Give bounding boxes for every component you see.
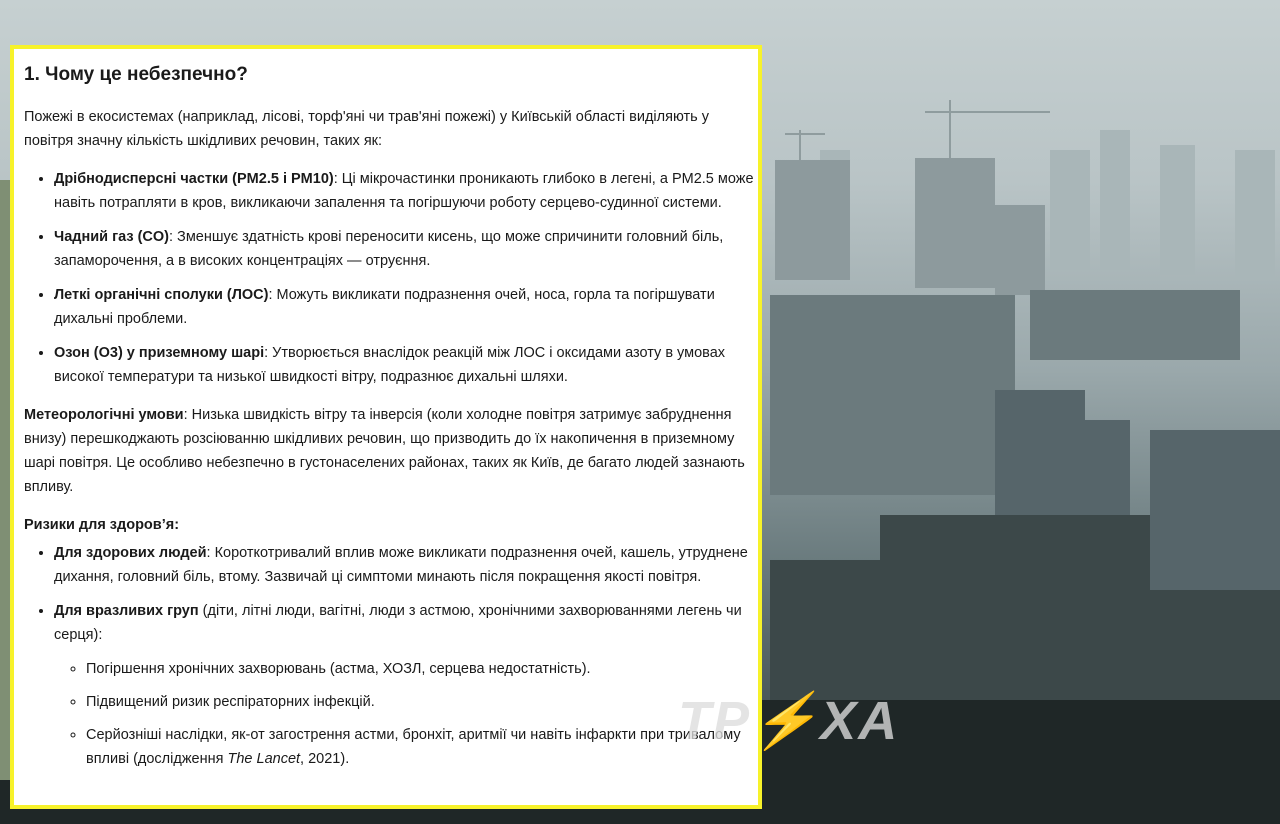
- description: : Утворюється внаслідок реакцій між ЛОС і оксидами азоту в умовах високої температури та низької швидкості вітру, подразнює дихальні шляхи.: [54, 345, 726, 385]
- source-title: The Lancet: [227, 751, 301, 767]
- vulnerable-sublist: [54, 657, 754, 771]
- description: : Можуть викликати подразнення очей, носа, горла та погіршувати дихальні проблеми.: [54, 287, 715, 327]
- term: Леткі органічні сполуки (ЛОС): [54, 287, 269, 303]
- description: (діти, літні люди, вагітні, люди з астмою, хронічними захворюваннями легень чи серця):: [54, 603, 742, 643]
- pollutants-list: [24, 167, 758, 389]
- list-item: [54, 225, 754, 273]
- card-title: 1. Чому це небезпечно?: [24, 64, 248, 85]
- term: Чадний газ (CO): [54, 229, 169, 245]
- risks-list: [24, 541, 758, 771]
- description: : Ці мікрочастинки проникають глибоко в легені, а PM2.5 може навіть потрапляти в кров, викликаючи запалення та погіршуючи роботу серцево-судинної системи.: [54, 171, 754, 211]
- watermark-logo: ТР⚡ХА: [678, 691, 900, 751]
- term: Метеорологічні умови: [24, 407, 184, 423]
- term: Дрібнодисперсні частки (PM2.5 і PM10): [54, 171, 334, 187]
- sublist-item: ◦ Погіршення хронічних захворювань (астма, ХОЗЛ, серцева недостатність).: [86, 657, 754, 681]
- sublist-item: ◦ Підвищений ризик респіраторних інфекцій.: [86, 690, 754, 714]
- list-item: [54, 167, 754, 215]
- list-item: [54, 283, 754, 331]
- list-item: [54, 541, 754, 589]
- meteo-paragraph: [24, 403, 756, 499]
- sublist-item: ◦ Серйозніші наслідки, як-от загострення астми, бронхіт, аритмії чи навіть інфаркти при тривалому впливі (дослідження The Lancet, 2021).: [86, 723, 754, 771]
- description: : Низька швидкість вітру та інверсія (коли холодне повітря затримує забруднення внизу) перешкоджають розсіюванню шкідливих речовин, що призводить до їх накопичення в приземному шарі повітря. Це особливо небезпечно в густонаселених районах, таких як Київ, де багато людей зазнають впливу.: [24, 407, 745, 495]
- lightning-icon: ⚡: [751, 691, 821, 751]
- risks-heading: Ризики для здоров’я:: [24, 517, 180, 533]
- term: Для здорових людей: [54, 545, 207, 561]
- term: Озон (O3) у приземному шарі: [54, 345, 265, 361]
- list-item: [54, 341, 754, 389]
- description: : Короткотривалий вплив може викликати подразнення очей, кашель, утруднене дихання, головний біль, втому. Зазвичай ці симптоми минають після покращення якості повітря.: [54, 545, 748, 585]
- intro-paragraph: Пожежі в екосистемах (наприклад, лісові, торф'яні чи трав'яні пожежі) у Київській області виділяють у повітря значну кількість шкідливих речовин, таких як:: [24, 109, 709, 149]
- info-card: [10, 45, 762, 809]
- term: Для вразливих груп: [54, 603, 199, 619]
- description: : Зменшує здатність крові переносити кисень, що може спричинити головний біль, запаморочення, а в високих концентраціях — отруєння.: [54, 229, 724, 269]
- list-item: [54, 599, 754, 771]
